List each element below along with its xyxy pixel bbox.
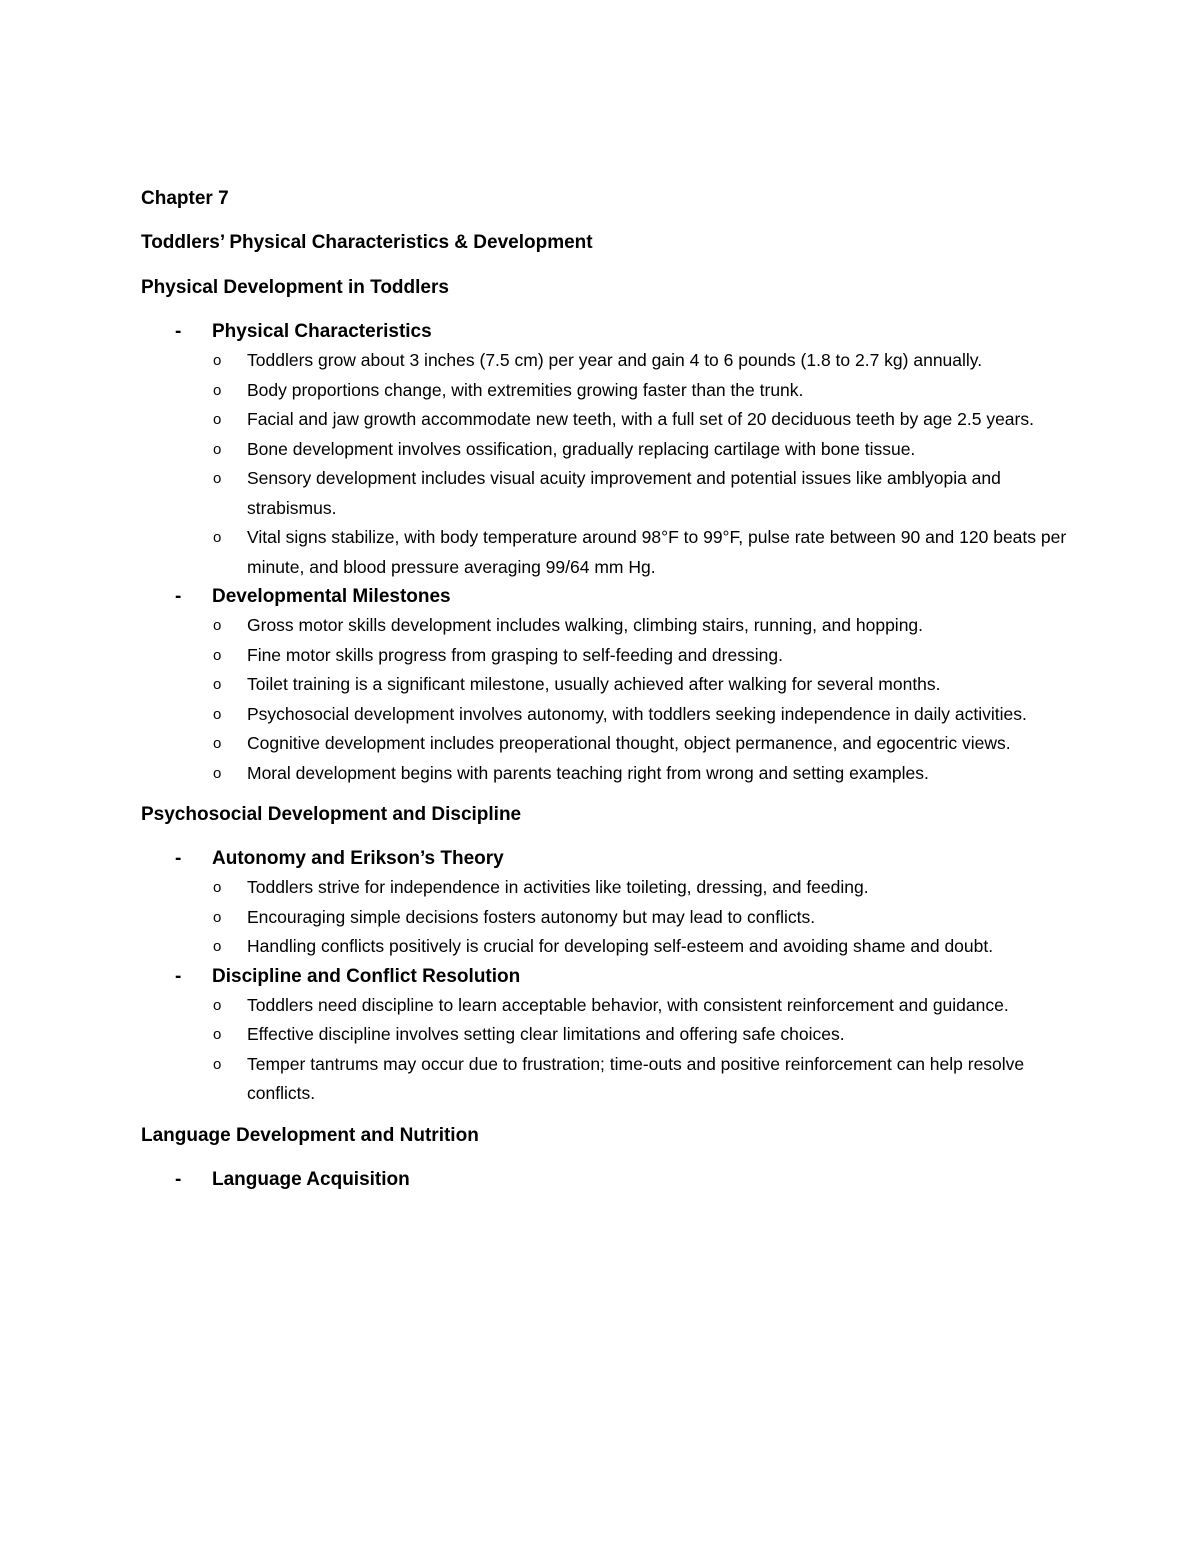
bullet-marker: o: [213, 352, 222, 369]
subsection-heading: [141, 317, 1071, 346]
bullet-marker: o: [213, 996, 222, 1014]
list-item-text: Handling conflicts positively is crucial for developing self-esteem and avoiding shame and doubt.: [247, 936, 994, 956]
list-item-text: Facial and jaw growth accommodate new teeth, with a full set of 20 deciduous teeth by age 2.5 years.: [247, 409, 1034, 429]
chapter-title: Chapter 7: [141, 188, 229, 209]
list-item-text: Moral development begins with parents teaching right from wrong and setting examples.: [247, 762, 929, 783]
list-item-text: Gross motor skills development includes walking, climbing stairs, running, and hopping.: [247, 615, 924, 635]
subsection: [141, 1165, 1071, 1194]
bullet-marker: o: [213, 440, 222, 458]
bullet-marker: o: [213, 938, 222, 955]
bullet-marker: o: [213, 617, 222, 634]
list-item-text: Sensory development includes visual acuity improvement and potential issues like amblyopia and strabismus.: [247, 468, 1001, 518]
bullet-list: [141, 346, 1071, 582]
subsection-heading: [141, 962, 1071, 991]
bullet-marker: o: [213, 411, 222, 428]
list-item: [141, 464, 1071, 523]
list-item: [141, 700, 1071, 730]
bullet-marker: o: [213, 764, 222, 782]
subsection-heading-text: Developmental Milestones: [212, 586, 451, 607]
subsection: [141, 962, 1071, 1109]
list-item-text: Toddlers strive for independence in activities like toileting, dressing, and feeding.: [247, 877, 869, 897]
list-item: [141, 435, 1071, 465]
bullet-marker: o: [213, 879, 222, 896]
bullet-marker: o: [213, 646, 222, 664]
bullet-marker: o: [213, 908, 222, 926]
list-item-text: Encouraging simple decisions fosters autonomy but may lead to conflicts.: [247, 906, 816, 927]
bullet-marker: o: [213, 1055, 222, 1073]
list-item: [141, 759, 1071, 789]
list-item: [141, 376, 1071, 406]
subsection-heading-text: Language Acquisition: [212, 1168, 410, 1190]
document-content: [141, 184, 1071, 1194]
subsection-heading-text: Physical Characteristics: [212, 321, 432, 342]
list-item-text: Psychosocial development involves autonomy, with toddlers seeking independence in daily activities.: [247, 703, 1027, 724]
section-heading: Physical Development in Toddlers: [141, 277, 449, 298]
list-item: [141, 611, 1071, 641]
section-heading: Language Development and Nutrition: [141, 1124, 479, 1146]
list-item: [141, 873, 1071, 903]
bullet-list: [141, 873, 1071, 962]
list-item: [141, 1050, 1071, 1109]
list-item-text: Body proportions change, with extremities growing faster than the trunk.: [247, 379, 804, 400]
list-item-text: Cognitive development includes preoperational thought, object permanence, and egocentric views.: [247, 733, 1011, 753]
list-item: [141, 903, 1071, 933]
list-item-text: Bone development involves ossification, gradually replacing cartilage with bone tissue.: [247, 438, 916, 459]
subsection-heading: [141, 844, 1071, 873]
subsection-heading-text: Discipline and Conflict Resolution: [212, 965, 521, 987]
dash-marker: -: [175, 848, 182, 869]
list-item: [141, 405, 1071, 435]
dash-marker: -: [175, 1168, 182, 1190]
list-item: [141, 346, 1071, 376]
dash-marker: -: [175, 586, 182, 607]
dash-marker: -: [175, 965, 182, 987]
dash-marker: -: [175, 321, 182, 342]
subsection-heading-text: Autonomy and Erikson’s Theory: [212, 848, 504, 869]
list-item-text: Temper tantrums may occur due to frustration; time-outs and positive reinforcement can help resolve conflicts.: [247, 1053, 1025, 1103]
subsection-heading: [141, 1165, 1071, 1194]
bullet-marker: o: [213, 381, 222, 399]
list-item: [141, 670, 1071, 700]
list-item: [141, 1020, 1071, 1050]
list-item-text: Toddlers need discipline to learn acceptable behavior, with consistent reinforcement and guidance.: [247, 994, 1009, 1015]
bullet-list: [141, 991, 1071, 1109]
list-item-text: Vital signs stabilize, with body temperature around 98°F to 99°F, pulse rate between 90 and 120 beats per minute, and blood pressure averaging 99/64 mm Hg.: [247, 527, 1067, 577]
bullet-list: [141, 611, 1071, 788]
list-item-text: Toilet training is a significant milestone, usually achieved after walking for several months.: [247, 674, 941, 694]
bullet-marker: o: [213, 705, 222, 723]
list-item: [141, 641, 1071, 671]
list-item: [141, 932, 1071, 962]
bullet-marker: o: [213, 1026, 222, 1043]
bullet-marker: o: [213, 470, 222, 487]
subsection-heading: [141, 582, 1071, 611]
list-item: [141, 523, 1071, 582]
subsection: [141, 844, 1071, 962]
bullet-marker: o: [213, 529, 222, 546]
subsection: [141, 582, 1071, 788]
list-item: [141, 729, 1071, 759]
list-item-text: Toddlers grow about 3 inches (7.5 cm) per year and gain 4 to 6 pounds (1.8 to 2.7 kg) annually.: [247, 350, 983, 370]
bullet-marker: o: [213, 676, 222, 693]
subsection: [141, 317, 1071, 582]
bullet-marker: o: [213, 735, 222, 752]
chapter-subtitle: Toddlers’ Physical Characteristics & Development: [141, 232, 593, 253]
list-item-text: Effective discipline involves setting clear limitations and offering safe choices.: [247, 1024, 845, 1044]
section-heading: Psychosocial Development and Discipline: [141, 804, 522, 825]
list-item: [141, 991, 1071, 1021]
list-item-text: Fine motor skills progress from grasping to self-feeding and dressing.: [247, 644, 783, 665]
